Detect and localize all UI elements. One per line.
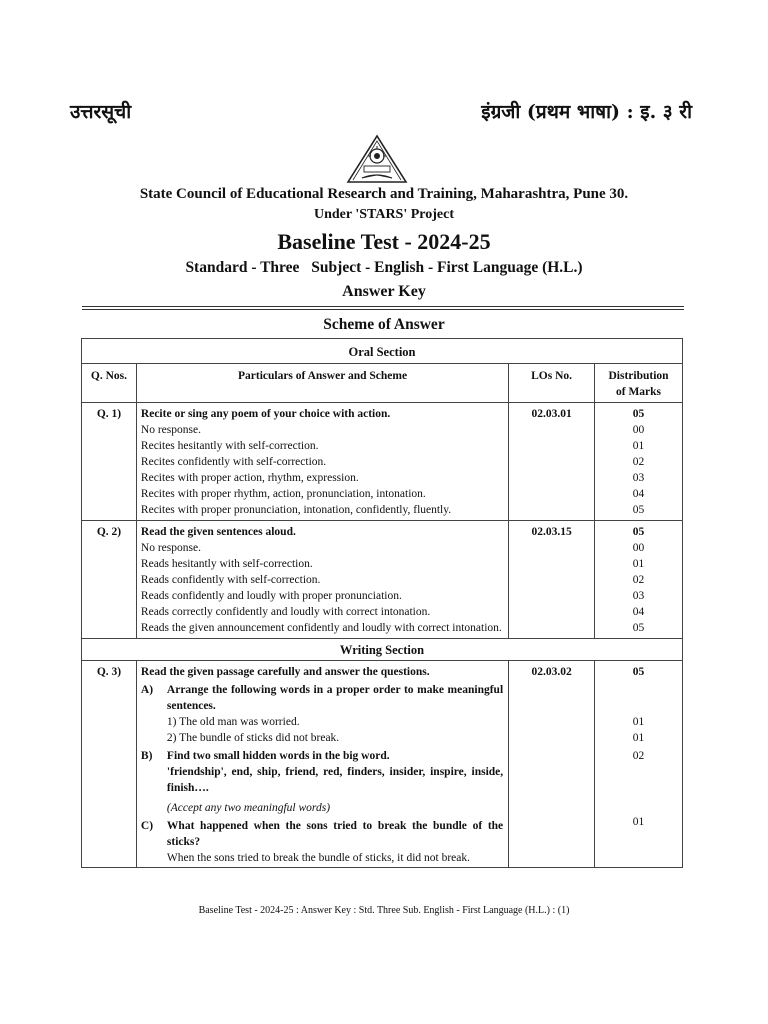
q2-total-marks: 05 — [632, 526, 645, 538]
scert-emblem-icon — [344, 132, 410, 186]
standard-label: Standard - Three — [185, 259, 300, 276]
q2-mark: 03 — [632, 590, 645, 602]
q3-a-answer: 2) The bundle of sticks did not break. — [166, 732, 340, 744]
q1-lo: 02.03.01 — [509, 403, 595, 521]
answer-key-label: Answer Key — [342, 283, 426, 300]
q2-mark: 02 — [632, 574, 645, 586]
q1-item: Recites with proper rhythm, action, pronunciation, intonation. — [140, 488, 426, 500]
table-header-row — [82, 364, 683, 403]
q1-mark: 03 — [632, 472, 645, 484]
col-distribution-line2: of Marks — [615, 386, 662, 398]
q1-item: Recites with proper pronunciation, intonation, confidently, fluently. — [140, 504, 452, 516]
q3-lead: Read the given passage carefully and answer the questions. — [140, 666, 430, 678]
q1-total-marks: 05 — [632, 408, 645, 420]
q2-item: Reads correctly confidently and loudly with correct intonation. — [140, 606, 431, 618]
q3-a-answer: 1) The old man was worried. — [166, 716, 300, 728]
q1-item: No response. — [140, 424, 201, 436]
q2-item: Reads confidently and loudly with proper pronunciation. — [140, 590, 402, 602]
q3-c-question: What happened when the sons tried to break the bundle of the sticks? — [166, 820, 504, 848]
q1-item: Recites confidently with self-correction. — [140, 456, 327, 468]
col-distribution — [595, 364, 683, 403]
divider — [82, 309, 684, 310]
q3-b-mark: 02 — [632, 750, 645, 762]
table-row — [82, 521, 683, 639]
subject-label: Subject - English - First Language (H.L.) — [311, 259, 583, 276]
q3-a-label: A) — [140, 684, 154, 696]
q2-item: Reads confidently with self-correction. — [140, 574, 321, 586]
q1-mark: 04 — [632, 488, 645, 500]
q3-lo: 02.03.02 — [509, 661, 595, 868]
table-row — [82, 661, 683, 868]
table-row — [82, 403, 683, 521]
q3-c-mark: 01 — [632, 816, 645, 828]
q3-c-label: C) — [140, 820, 154, 832]
q3-b-label: B) — [140, 750, 153, 762]
col-distribution-line1: Distribution — [608, 370, 669, 382]
q3-number: Q. 3) — [82, 661, 137, 868]
q3-part-c — [141, 818, 503, 850]
q3-total-marks: 05 — [632, 666, 645, 678]
page-title: Baseline Test - 2024-25 — [277, 229, 491, 254]
project-name: Under 'STARS' Project — [314, 207, 454, 222]
q1-item: Recites with proper action, rhythm, expression. — [140, 472, 359, 484]
divider — [82, 306, 684, 307]
q1-item: Recites hesitantly with self-correction. — [140, 440, 319, 452]
q1-number: Q. 1) — [82, 403, 137, 521]
q2-mark: 05 — [632, 622, 645, 634]
q1-mark: 01 — [632, 440, 645, 452]
q3-particulars — [136, 661, 508, 868]
q2-mark: 00 — [632, 542, 645, 554]
col-los: LOs No. — [509, 364, 595, 403]
standard-subject-line — [0, 259, 768, 277]
writing-section-heading: Writing Section — [82, 639, 683, 661]
q2-mark: 01 — [632, 558, 645, 570]
q3-a-mark: 01 — [632, 732, 645, 744]
q3-b-words: 'friendship', end, ship, friend, red, finders, insider, inspire, inside, finish…. — [166, 766, 504, 794]
q3-part-b — [141, 748, 503, 764]
q3-part-a — [141, 682, 503, 714]
q3-b-note: (Accept any two meaningful words) — [166, 802, 331, 814]
q1-mark: 00 — [632, 424, 645, 436]
q2-number: Q. 2) — [82, 521, 137, 639]
scheme-heading: Scheme of Answer — [323, 316, 445, 333]
marathi-answer-key-label: उत्तरसूची — [70, 101, 132, 123]
page-footer: Baseline Test - 2024-25 : Answer Key : Std. Three Sub. English - First Language (H.L.) : (1) — [198, 905, 570, 916]
q2-lo: 02.03.15 — [509, 521, 595, 639]
marathi-header — [70, 98, 692, 128]
q3-a-mark: 01 — [632, 716, 645, 728]
q2-item: Reads the given announcement confidently and loudly with correct intonation. — [140, 622, 502, 634]
marathi-subject-label: इंग्रजी (प्रथम भाषा) : इ. ३ री — [481, 101, 692, 123]
q3-marks — [595, 661, 683, 868]
q2-item: No response. — [140, 542, 201, 554]
q1-mark: 02 — [632, 456, 645, 468]
q2-marks — [595, 521, 683, 639]
q3-a-question: Arrange the following words in a proper order to make meaningful sentences. — [166, 684, 504, 712]
q2-mark: 04 — [632, 606, 645, 618]
q1-mark: 05 — [632, 504, 645, 516]
q1-marks — [595, 403, 683, 521]
q2-item: Reads hesitantly with self-correction. — [140, 558, 313, 570]
q1-lead: Recite or sing any poem of your choice with action. — [140, 408, 391, 420]
oral-section-heading: Oral Section — [82, 339, 683, 364]
q3-b-question: Find two small hidden words in the big word. — [166, 750, 390, 762]
q3-c-answer: When the sons tried to break the bundle of sticks, it did not break. — [166, 852, 471, 864]
col-particulars: Particulars of Answer and Scheme — [136, 364, 508, 403]
col-qno: Q. Nos. — [82, 364, 137, 403]
q2-lead: Read the given sentences aloud. — [140, 526, 296, 538]
answer-key-table — [81, 338, 683, 868]
q2-particulars — [136, 521, 508, 639]
q1-particulars — [136, 403, 508, 521]
council-name: State Council of Educational Research and Training, Maharashtra, Pune 30. — [139, 186, 629, 202]
